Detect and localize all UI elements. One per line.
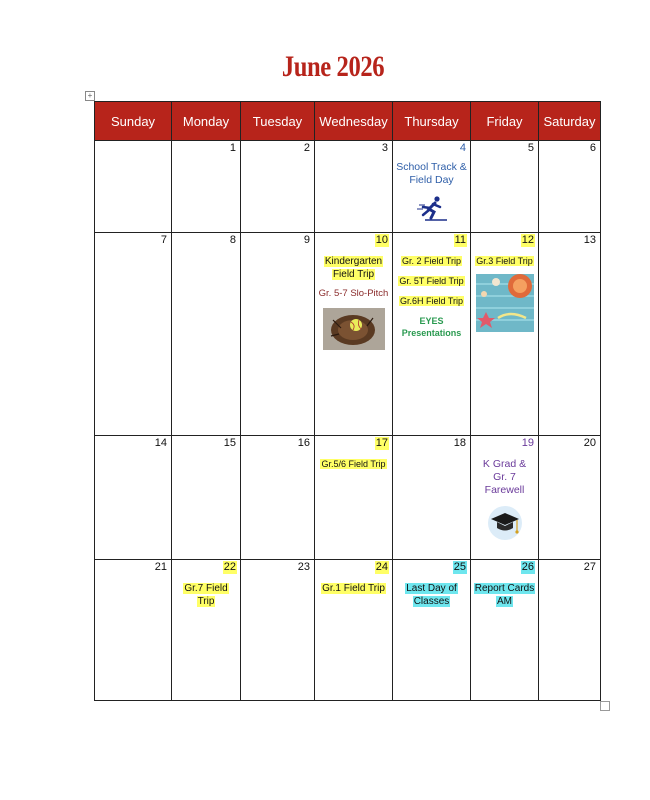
day-number: 6 <box>589 142 596 155</box>
day-cell-11[interactable] <box>393 233 471 435</box>
event-gr5t-field-trip: Gr. 5T Field Trip <box>399 276 464 287</box>
day-cell-empty[interactable] <box>95 141 172 233</box>
day-number: 3 <box>381 142 388 155</box>
day-number: 27 <box>583 560 596 573</box>
day-cell-7[interactable] <box>95 233 172 435</box>
table-resize-handle-icon[interactable] <box>600 701 610 711</box>
event-gr7-field-trip-line2: Trip <box>197 595 215 607</box>
day-number: 10 <box>375 234 388 247</box>
event-kindergarten-field-trip-line1: Kindergarten <box>324 256 383 268</box>
calendar-title: June 2026 <box>281 50 385 83</box>
weekday-friday: Friday <box>471 102 539 141</box>
day-cell-18[interactable] <box>393 435 471 559</box>
day-number: 15 <box>223 436 236 449</box>
week-row-4 <box>95 559 601 700</box>
day-cell-25[interactable] <box>393 559 471 700</box>
day-number: 13 <box>583 234 596 247</box>
day-number: 8 <box>229 234 236 247</box>
day-cell-9[interactable] <box>241 233 315 435</box>
event-last-day-line1: Last Day of <box>406 582 457 594</box>
table-move-handle-icon[interactable]: + <box>85 91 95 101</box>
weekday-tuesday: Tuesday <box>241 102 315 141</box>
weekday-sunday: Sunday <box>95 102 172 141</box>
weekday-monday: Monday <box>172 102 241 141</box>
event-track-field-day-line1: School Track & <box>396 161 467 174</box>
day-number: 19 <box>521 436 534 449</box>
weekday-thursday: Thursday <box>393 102 471 141</box>
event-report-cards-line2: AM <box>497 595 512 607</box>
day-number: 26 <box>521 560 534 573</box>
event-gr7-field-trip-line1: Gr.7 Field <box>184 582 228 594</box>
day-number: 9 <box>303 234 310 247</box>
weekday-wednesday: Wednesday <box>315 102 393 141</box>
event-report-cards-line1: Report Cards <box>474 582 535 594</box>
graduation-cap-icon <box>487 505 523 541</box>
day-number: 22 <box>223 560 236 573</box>
day-cell-21[interactable] <box>95 559 172 700</box>
event-k-grad-line3: Farewell <box>484 483 525 496</box>
day-number: 20 <box>583 436 596 449</box>
day-number: 25 <box>453 560 466 573</box>
event-kindergarten-field-trip-line2: Field Trip <box>332 269 375 281</box>
week-row-2 <box>95 233 601 435</box>
week-row-1 <box>95 141 601 233</box>
week-row-3 <box>95 435 601 559</box>
event-gr6h-field-trip: Gr.6H Field Trip <box>399 296 464 307</box>
day-cell-4[interactable] <box>393 141 471 233</box>
day-number: 24 <box>375 560 388 573</box>
day-cell-6[interactable] <box>539 141 601 233</box>
day-number: 7 <box>160 234 167 247</box>
day-cell-5[interactable] <box>471 141 539 233</box>
event-eyes-line1: EYES <box>419 316 444 327</box>
day-cell-2[interactable] <box>241 141 315 233</box>
day-cell-16[interactable] <box>241 435 315 559</box>
day-cell-12[interactable] <box>471 233 539 435</box>
day-cell-19[interactable] <box>471 435 539 559</box>
day-cell-14[interactable] <box>95 435 172 559</box>
event-last-day-line2: Classes <box>413 595 450 607</box>
day-cell-20[interactable] <box>539 435 601 559</box>
day-number: 21 <box>154 560 167 573</box>
day-number: 17 <box>375 436 388 449</box>
weekday-header-row <box>95 102 601 141</box>
calendar-table <box>94 101 601 701</box>
runner-icon <box>415 195 449 223</box>
day-number: 1 <box>229 142 236 155</box>
baseball-glove-image <box>323 308 385 350</box>
day-cell-13[interactable] <box>539 233 601 435</box>
weekday-saturday: Saturday <box>539 102 601 141</box>
day-number: 16 <box>297 436 310 449</box>
day-cell-24[interactable] <box>315 559 393 700</box>
day-cell-27[interactable] <box>539 559 601 700</box>
day-number: 4 <box>459 142 466 155</box>
event-gr3-field-trip: Gr.3 Field Trip <box>476 256 533 267</box>
day-cell-8[interactable] <box>172 233 241 435</box>
event-gr2-field-trip: Gr. 2 Field Trip <box>401 256 462 267</box>
beach-day-image <box>476 274 534 332</box>
day-cell-10[interactable] <box>315 233 393 435</box>
event-gr56-field-trip: Gr.5/6 Field Trip <box>321 458 386 469</box>
day-number: 23 <box>297 560 310 573</box>
day-cell-17[interactable] <box>315 435 393 559</box>
event-eyes-line2: Presentations <box>401 328 462 339</box>
day-cell-1[interactable] <box>172 141 241 233</box>
day-number: 11 <box>454 234 466 247</box>
day-cell-15[interactable] <box>172 435 241 559</box>
day-number: 2 <box>303 142 310 155</box>
day-cell-3[interactable] <box>315 141 393 233</box>
day-number: 14 <box>154 436 167 449</box>
day-cell-22[interactable] <box>172 559 241 700</box>
event-gr1-field-trip: Gr.1 Field Trip <box>322 582 385 594</box>
event-k-grad-line1: K Grad & <box>482 457 527 470</box>
event-track-field-day-line2: Field Day <box>409 174 454 187</box>
day-cell-26[interactable] <box>471 559 539 700</box>
day-cell-23[interactable] <box>241 559 315 700</box>
event-slo-pitch: Gr. 5-7 Slo-Pitch <box>318 288 389 300</box>
day-number: 12 <box>521 234 534 247</box>
day-number: 18 <box>453 436 466 449</box>
day-number: 5 <box>527 142 534 155</box>
event-k-grad-line2: Gr. 7 <box>493 470 516 483</box>
